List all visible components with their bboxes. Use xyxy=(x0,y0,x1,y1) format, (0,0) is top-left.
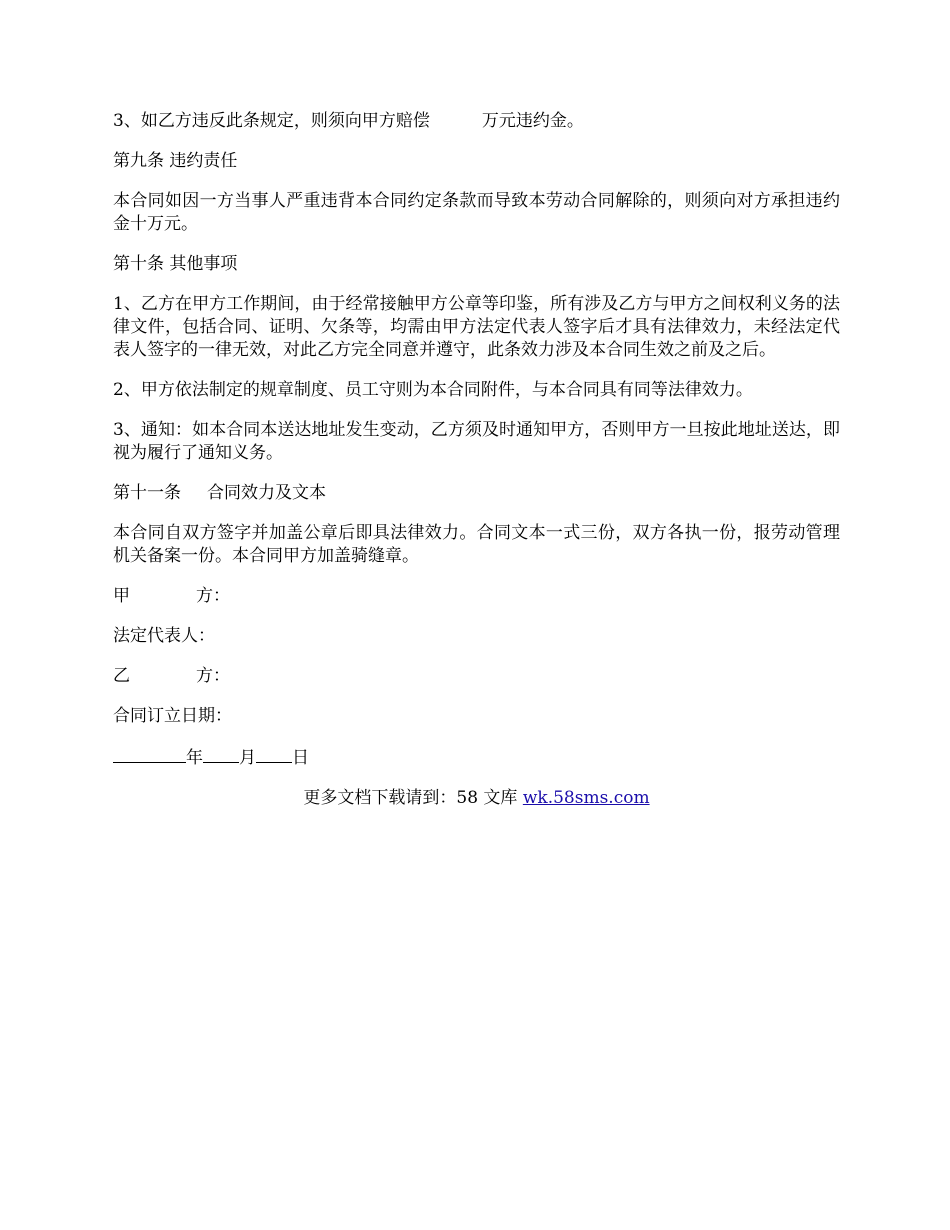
day-label: 日 xyxy=(292,748,309,768)
document-page xyxy=(113,110,840,810)
party-a-signature xyxy=(113,585,840,608)
contract-date-label: 合同订立日期： xyxy=(113,706,232,726)
year-blank xyxy=(113,745,186,763)
article-9-body: 本合同如因一方当事人严重违背本合同约定条款而导致本劳动合同解除的，则须向对方承担违约金十万元。 xyxy=(113,191,840,234)
article-10-item-3: 3、通知：如本合同本送达地址发生变动，乙方须及时通知甲方，否则甲方一旦按此地址送达，即视为履行了通知义务。 xyxy=(113,420,840,463)
month-label: 月 xyxy=(239,748,256,768)
article-10-item-1: 1、乙方在甲方工作期间，由于经常接触甲方公章等印鉴，所有涉及乙方与甲方之间权利义务的法律文件，包括合同、证明、欠条等，均需由甲方法定代表人签字后才具有法律效力，未经法定代表人签字的一律无效，对此乙方完全同意并遵守，此条效力涉及本合同生效之前及之后。 xyxy=(113,294,840,360)
footer-link[interactable]: wk.58sms.com xyxy=(522,788,650,808)
day-blank xyxy=(256,745,292,763)
year-label: 年 xyxy=(186,748,203,768)
month-blank xyxy=(203,745,239,763)
date-fill-line xyxy=(113,745,840,770)
party-a-label-1: 甲 xyxy=(113,586,130,606)
article-10-title: 第十条 其他事项 xyxy=(113,254,238,274)
clause-penalty-compensation xyxy=(113,110,840,133)
party-a-label-2: 方： xyxy=(196,586,230,606)
article-11-heading: 合同效力及文本 xyxy=(207,483,326,503)
clause-penalty-text-post: 万元违约金。 xyxy=(481,111,584,131)
clause-penalty-text-pre: 3、如乙方违反此条规定，则须向甲方赔偿 xyxy=(113,111,430,131)
article-9-title: 第九条 违约责任 xyxy=(113,151,238,171)
download-footer xyxy=(113,787,840,810)
article-11-title xyxy=(113,482,840,505)
article-11-body: 本合同自双方签字并加盖公章后即具法律效力。合同文本一式三份，双方各执一份，报劳动管理机关备案一份。本合同甲方加盖骑缝章。 xyxy=(113,523,840,566)
party-b-label-1: 乙 xyxy=(113,666,130,686)
party-b-label-2: 方： xyxy=(196,666,230,686)
party-b-signature xyxy=(113,665,840,688)
article-11-number: 第十一条 xyxy=(113,483,181,503)
legal-representative-signature: 法定代表人： xyxy=(113,626,215,646)
article-10-item-2: 2、甲方依法制定的规章制度、员工守则为本合同附件，与本合同具有同等法律效力。 xyxy=(113,380,753,400)
footer-text: 更多文档下载请到：58 文库 xyxy=(303,788,523,808)
